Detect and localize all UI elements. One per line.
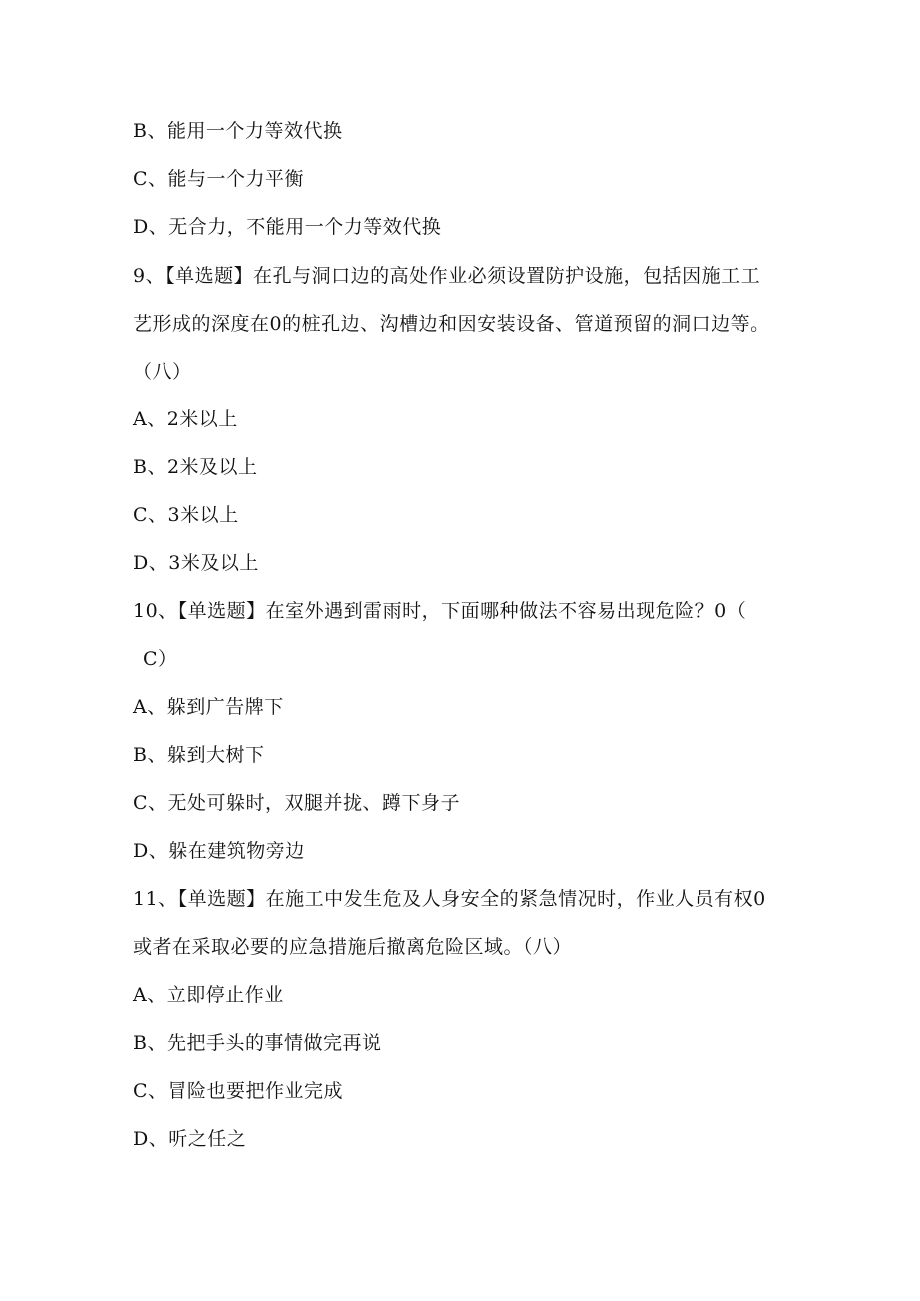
q9-stem-line1: 9、【单选题】在孔与洞口边的高处作业必须设置防护设施，包括因施工工 [133, 265, 761, 287]
q11-option-a: A、立即停止作业 [133, 984, 284, 1006]
q9-option-d: D、3米及以上 [133, 552, 259, 574]
q10-stem-line2: C） [143, 648, 178, 670]
q9-option-a: A、2米以上 [133, 408, 238, 430]
q11-stem-line2: 或者在采取必要的应急措施后撤离危险区域。（八） [133, 936, 573, 958]
q9-stem-line2: 艺形成的深度在0的桩孔边、沟槽边和因安装设备、管道预留的洞口边等。 [133, 313, 770, 335]
q11-option-b: B、先把手头的事情做完再说 [133, 1032, 382, 1054]
q11-stem-line1: 11、【单选题】在施工中发生危及人身安全的紧急情况时，作业人员有权0 [133, 888, 766, 910]
q11-option-c: C、冒险也要把作业完成 [133, 1080, 344, 1102]
q10-stem-line1: 10、【单选题】在室外遇到雷雨时，下面哪种做法不容易出现危险？0（ [133, 600, 747, 622]
q9-option-b: B、2米及以上 [133, 456, 258, 478]
q10-option-a: A、躲到广告牌下 [133, 696, 284, 718]
q8-option-d: D、无合力，不能用一个力等效代换 [133, 216, 442, 238]
q10-option-d: D、躲在建筑物旁边 [133, 840, 305, 862]
q8-option-b: B、能用一个力等效代换 [133, 120, 343, 142]
q11-option-d: D、听之任之 [133, 1128, 247, 1150]
q8-option-c: C、能与一个力平衡 [133, 168, 305, 190]
q10-option-c: C、无处可躲时，双腿并拢、蹲下身子 [133, 792, 461, 814]
q10-option-b: B、躲到大树下 [133, 744, 265, 766]
q9-answer: （八） [133, 361, 192, 383]
q9-option-c: C、3米以上 [133, 504, 239, 526]
